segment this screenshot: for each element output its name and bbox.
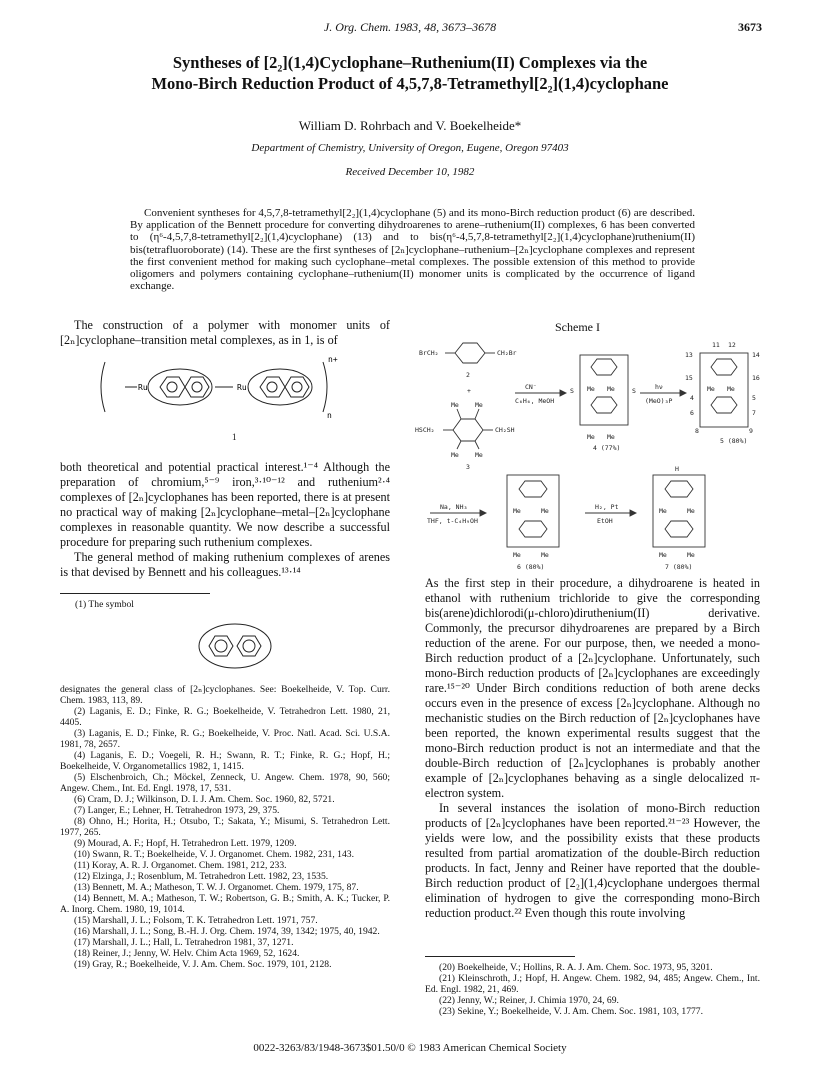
atom-number: 11 — [712, 341, 720, 349]
reagent-label: C₆H₆, MeOH — [515, 397, 555, 405]
scheme-label: Me — [475, 451, 483, 459]
affiliation: Department of Chemistry, University of Oregon, Eugene, Oregon 97403 — [251, 142, 569, 154]
scheme-label: Me — [607, 433, 615, 441]
scheme-title: Scheme I — [555, 320, 600, 334]
footnotes-right — [425, 962, 760, 1017]
paragraph: both theoretical and potential practical interest.¹⁻⁴ Although the preparation of chromium,⁵⁻⁹ iron,³·¹⁰⁻¹² and ruthenium²·⁴ complexes of [2ₙ]cyclophanes has been reported, there is at present no practical way of making [2ₙ]cyclophane–metal–[2ₙ]cyclophane complexes in reasonable quantity. We now describe a successful procedure for preparing such ruthenium complexes. — [60, 460, 390, 549]
compound-label: 3 — [466, 463, 470, 471]
footnotes-left — [60, 684, 390, 970]
atom-number: 14 — [752, 351, 760, 359]
running-header: J. Org. Chem. 1983, 48, 3673–3678 — [323, 20, 497, 34]
reagent-label: EtOH — [597, 517, 613, 525]
footnote: (8) Ohno, H.; Horita, H.; Otsubo, T.; Sakata, Y.; Misumi, S. Tetrahedron Lett. 1977, 265. — [60, 816, 390, 838]
atom-number: 13 — [685, 351, 693, 359]
footnote: (17) Marshall, J. L.; Hall, L. Tetrahedron 1981, 37, 1271. — [74, 937, 294, 948]
atom-number: 5 — [752, 394, 756, 402]
structure-1-label: 1 — [232, 432, 237, 442]
scheme-label: S — [632, 387, 636, 395]
scheme-label: Me — [687, 507, 695, 515]
ru-label: Ru — [138, 383, 148, 392]
atom-number: 9 — [749, 427, 753, 435]
compound-label: 4 (77%) — [593, 444, 621, 452]
reagent-label: CN⁻ — [525, 383, 537, 391]
footnote: (7) Langer, E.; Lehner, H. Tetrahedron 1973, 29, 375. — [74, 805, 280, 816]
footnote: (4) Laganis, E. D.; Voegeli, R. H.; Swann, R. T.; Finke, R. G.; Hopf, H.; Boekelheide, V. Organometallics 1982, 1, 1415. — [60, 750, 390, 772]
scheme-label: CH₂Br — [497, 349, 517, 357]
atom-number: 7 — [752, 409, 756, 417]
footnote-1-head: (1) The symbol — [75, 599, 134, 610]
compound-label: 7 (80%) — [665, 563, 693, 571]
footnote: (19) Gray, R.; Boekelheide, V. J. Am. Chem. Soc. 1979, 101, 2128. — [74, 959, 332, 970]
footnote: (14) Bennett, M. A.; Matheson, T. W.; Robertson, G. B.; Smith, A. K.; Tucker, P. A. Inorg. Chem. 1980, 19, 1014. — [60, 893, 390, 915]
title-line-1: Syntheses of [2₂](1,4)Cyclophane–Ruthenium(II) Complexes via the — [172, 53, 648, 72]
scheme-1-figure — [415, 335, 770, 575]
right-column-body — [425, 576, 760, 921]
scheme-label: Me — [541, 551, 549, 559]
footnote-rule — [425, 956, 575, 957]
paragraph: The general method of making ruthenium complexes of arenes is that devised by Bennett and his colleagues.¹³·¹⁴ — [60, 550, 390, 579]
scheme-label: Me — [513, 507, 521, 515]
charge-label: n+ — [328, 355, 338, 364]
reagent-label: THF, t-C₄H₉OH — [427, 517, 478, 525]
compound-label: 5 (80%) — [720, 437, 748, 445]
scheme-label: Me — [451, 401, 459, 409]
footnote: (2) Laganis, E. D.; Finke, R. G.; Boekelheide, V. Tetrahedron Lett. 1980, 21, 4405. — [60, 706, 390, 728]
footnote: (18) Reiner, J.; Jenny, W. Helv. Chim Acta 1969, 52, 1624. — [74, 948, 300, 959]
subscript-label: n — [327, 411, 332, 420]
ru-label: Ru — [237, 383, 247, 392]
reagent-label: H₂, Pt — [595, 503, 619, 511]
left-column-intro — [60, 318, 390, 348]
footnote: (11) Koray, A. R. J. Organomet. Chem. 1981, 212, 233. — [74, 860, 287, 871]
scheme-label: Me — [475, 401, 483, 409]
footnote-rule — [60, 593, 210, 594]
paragraph: As the first step in their procedure, a dihydroarene is heated in ethanol with ruthenium trichloride to give the corresponding bis(arene)dichlorodi(μ-chloro)diruthenium(II) derivative. Commonly, the precursor dihydroarenes are prepared by a Birch reduction of the arene. For our purpose, then, we needed a mono-Birch reduction product of a [2ₙ]cyclophane. Unfortunately, such mono-Birch reduction products of [2ₙ]cyclophanes are exceedingly rare.¹⁵⁻²⁰ Under Birch conditions reduction of both arene decks occurs even in the presence of excess [2ₙ]cyclophane. Although no mechanistic studies on the Birch reduction of [2ₙ]cyclophanes have been reported, the known experimental results suggest that the mono-Birch reduction product is not an intermediate and that the double-Birch reduction of [2ₙ]cyclophanes is probably another example of [2ₙ]cyclophanes behaving as a single delocalized π-electron system. — [425, 576, 760, 800]
compound-label: 2 — [466, 371, 470, 379]
cyclophane-symbol — [195, 618, 275, 673]
page-number: 3673 — [738, 20, 762, 34]
atom-number: 15 — [685, 374, 693, 382]
footnote: (15) Marshall, J. L.; Folsom, T. K. Tetrahedron Lett. 1971, 757. — [74, 915, 318, 926]
atom-number: 12 — [728, 341, 736, 349]
footnote: (21) Kleinschroth, J.; Hopf, H. Angew. Chem. 1982, 94, 485; Angew. Chem., Int. Ed. Engl. 1982, 21, 469. — [425, 973, 760, 995]
scheme-label: Me — [687, 551, 695, 559]
paragraph: The construction of a polymer with monomer units of [2ₙ]cyclophane–transition metal complexes, as in 1, is of — [60, 318, 390, 347]
reagent-label: hν — [655, 383, 663, 391]
scheme-label: Me — [659, 507, 667, 515]
scheme-label: H — [675, 465, 679, 473]
reagent-label: Na, NH₃ — [440, 503, 468, 511]
reagent-label: (MeO)₃P — [645, 397, 673, 405]
scheme-label: + — [467, 387, 471, 395]
footnote: designates the general class of [2ₙ]cyclophanes. See: Boekelheide, V. Top. Curr. Chem. 1983, 113, 89. — [60, 684, 390, 706]
page-footer: 0022-3263/83/1948-3673$01.50/0 © 1983 American Chemical Society — [253, 1042, 567, 1054]
scheme-label: Me — [707, 385, 715, 393]
compound-label: 6 (80%) — [517, 563, 545, 571]
scheme-label: Me — [513, 551, 521, 559]
footnote: (22) Jenny, W.; Reiner, J. Chimia 1970, 24, 69. — [439, 995, 619, 1006]
scheme-label: Me — [587, 385, 595, 393]
footnote: (10) Swann, R. T.; Boekelheide, V. J. Organomet. Chem. 1982, 231, 143. — [74, 849, 354, 860]
scheme-label: Me — [541, 507, 549, 515]
article-title — [90, 52, 730, 94]
scheme-label: CH₂SH — [495, 426, 515, 434]
scheme-label: HSCH₂ — [415, 426, 435, 434]
atom-number: 16 — [752, 374, 760, 382]
footnote: (23) Sekine, Y.; Boekelheide, V. J. Am. Chem. Soc. 1981, 103, 1777. — [439, 1006, 703, 1017]
scheme-label: Me — [587, 433, 595, 441]
authors: William D. Rohrbach and V. Boekelheide* — [298, 118, 522, 133]
title-line-2: Mono-Birch Reduction Product of 4,5,7,8-Tetramethyl[2₂](1,4)cyclophane — [151, 74, 669, 93]
atom-number: 4 — [690, 394, 694, 402]
footnote: (12) Elzinga, J.; Rosenblum, M. Tetrahedron Lett. 1982, 23, 1535. — [74, 871, 329, 882]
footnote: (20) Boekelheide, V.; Hollins, R. A. J. Am. Chem. Soc. 1973, 95, 3201. — [439, 962, 713, 973]
received-date: Received December 10, 1982 — [345, 166, 475, 178]
scheme-label: Me — [451, 451, 459, 459]
atom-number: 8 — [695, 427, 699, 435]
footnote: (5) Elschenbroich, Ch.; Möckel, Zenneck, U. Angew. Chem. 1978, 90, 560; Angew. Chem., Int. Ed. Engl. 1978, 17, 531. — [60, 772, 390, 794]
scheme-label: Me — [659, 551, 667, 559]
footnote: (6) Cram, D. J.; Wilkinson, D. I. J. Am. Chem. Soc. 1960, 82, 5721. — [74, 794, 335, 805]
footnote: (16) Marshall, J. L.; Song, B.-H. J. Org. Chem. 1974, 39, 1342; 1975, 40, 1942. — [74, 926, 380, 937]
abstract: Convenient syntheses for 4,5,7,8-tetramethyl[2₂](1,4)cyclophane (5) and its mono-Birch reduction product (6) are described. By application of the Bennett procedure for converting dihydroarenes to arene–ruthenium(II) complexes, 6 has been converted to (η⁶-4,5,7,8-tetramethyl[2₂](1,4)cyclophane) (13) and to bis(η⁶-4,5,7,8-tetramethyl[2₂](1,4)cyclophane)ruthenium(II) bis(tetrafluoroborate) (14). These are the first syntheses of [2ₙ]cyclophane–ruthenium–[2ₙ]cyclophane complexes and represent the first convenient method for making such cyclophane–metal complexes. The possible extension of this method to provide oligomers and polymers containing cyclophane–ruthenium(II) monomer units is complicated by the occurrence of ligand exchange. — [130, 207, 695, 293]
scheme-label: Me — [607, 385, 615, 393]
scheme-label: Me — [727, 385, 735, 393]
scheme-label: S — [570, 387, 574, 395]
footnote: (13) Bennett, M. A.; Matheson, T. W. J. Organomet. Chem. 1979, 175, 87. — [74, 882, 359, 893]
footnote: (3) Laganis, E. D.; Finke, R. G.; Boekelheide, V. Proc. Natl. Acad. Sci. U.S.A. 1981, 78, 2657. — [60, 728, 390, 750]
footnote: (9) Mourad, A. F.; Hopf, H. Tetrahedron Lett. 1979, 1209. — [74, 838, 297, 849]
paragraph: In several instances the isolation of mono-Birch reduction products of [2ₙ]cyclophanes have been reported.²¹⁻²³ However, the yields were low, and the possibility exists that these products resulted from partial aromatization of the double-Birch reduction products. In fact, Jenny and Reiner have reported that the double-Birch reduction product of [2₂](1,4)cyclophane undergoes thermal elimination of hydrogen to give the corresponding mono-Birch reduction product.²² Even though this route involving — [425, 801, 760, 920]
left-column-body — [60, 460, 390, 580]
structure-1-figure — [95, 352, 345, 422]
scheme-label: BrCH₂ — [419, 349, 439, 357]
atom-number: 6 — [690, 409, 694, 417]
